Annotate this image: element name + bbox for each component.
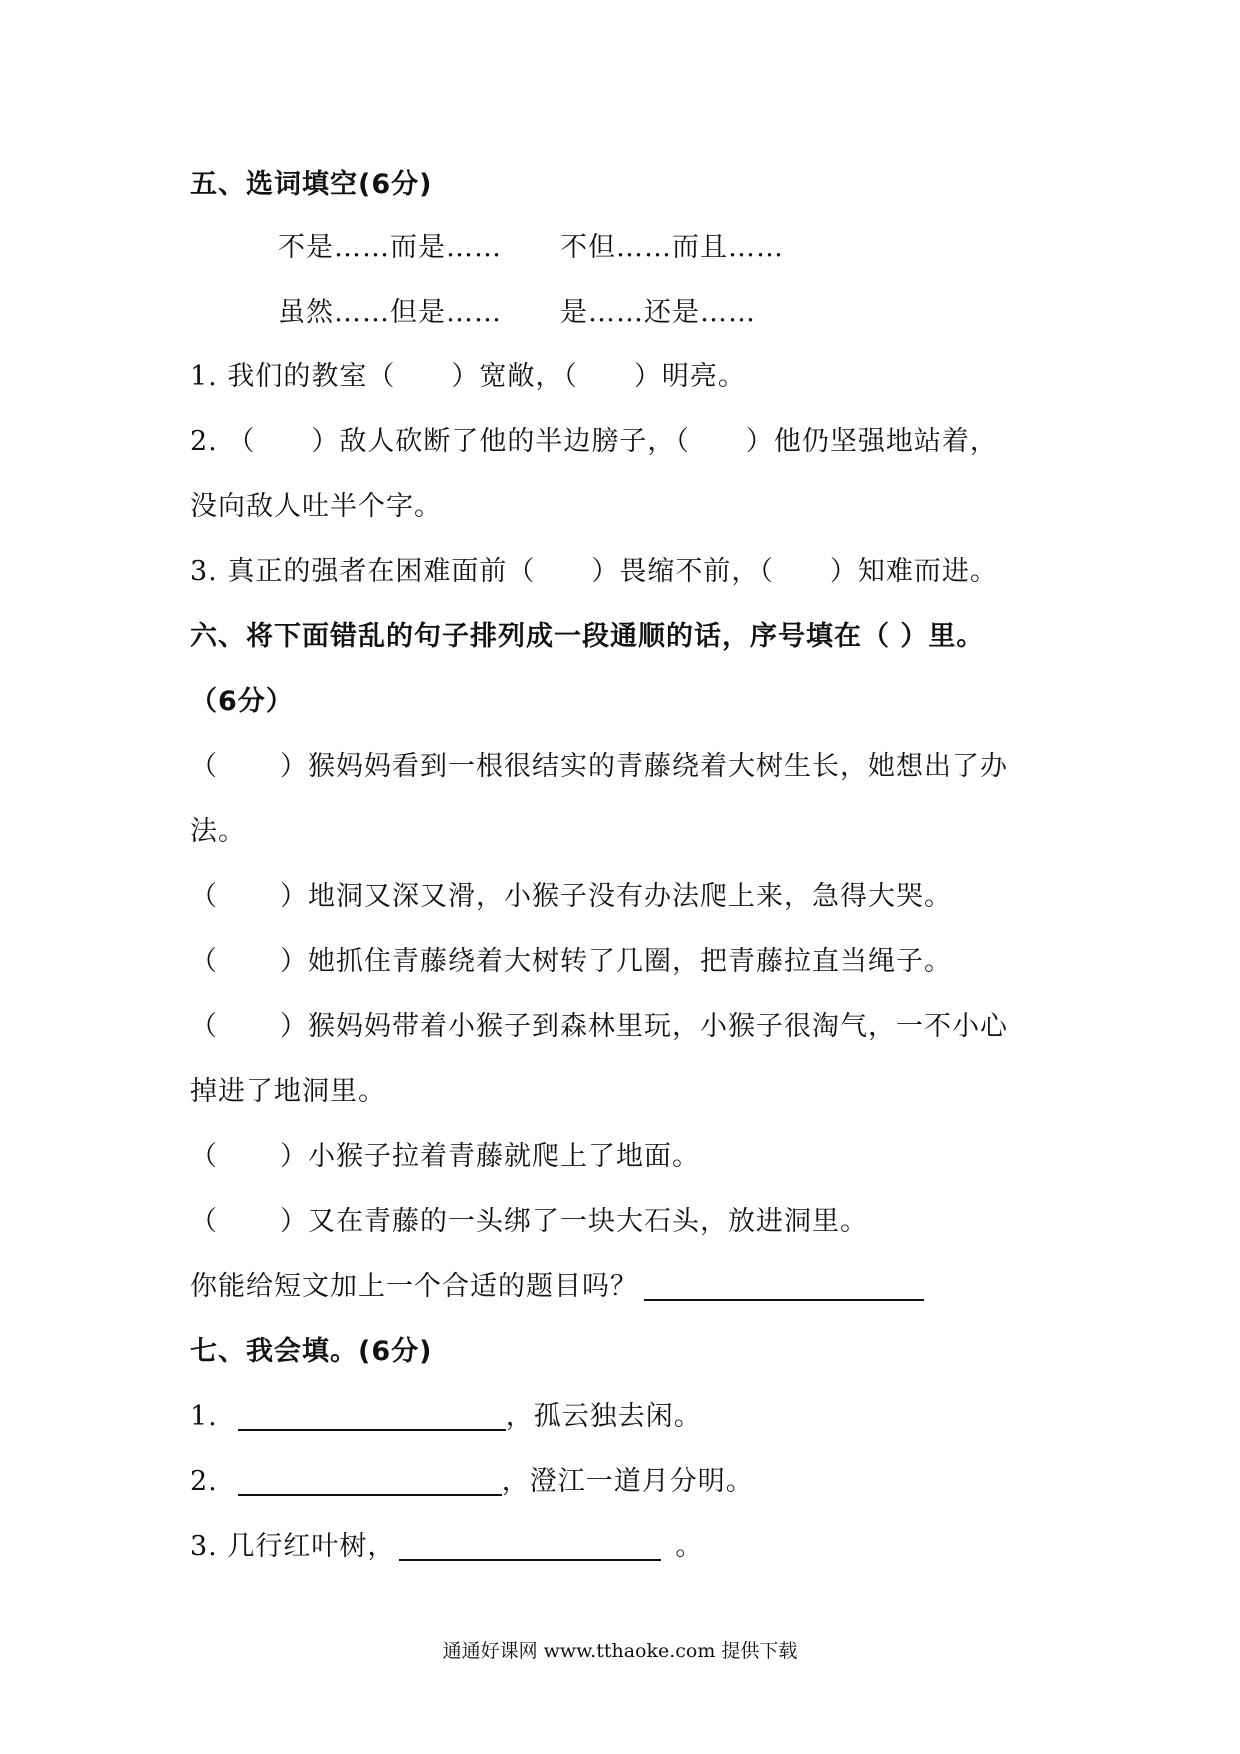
question-number: 2. [190, 1466, 218, 1497]
sentence-5 [190, 1137, 700, 1177]
question-number: 1. [190, 1401, 218, 1432]
question-text: 1. 我们的教室（ [190, 361, 396, 392]
question-5-2 [190, 422, 998, 462]
question-text: ）明亮。 [633, 361, 746, 392]
paren-close: ） [280, 751, 308, 782]
paren-close: ） [280, 1011, 308, 1042]
word-options-row-1 [278, 228, 784, 268]
paren-close: ） [280, 946, 308, 977]
sentence-text: 她抓住青藤绕着大树转了几圈，把青藤拉直当绳子。 [308, 946, 952, 977]
question-text: 2. （ [190, 426, 256, 457]
paren-close: ） [280, 1141, 308, 1172]
poem-answer-line[interactable] [238, 1466, 502, 1496]
paren-close: ） [280, 881, 308, 912]
question-text: 你能给短文加上一个合适的题目吗？ [190, 1271, 638, 1302]
question-text: ）敌人砍断了他的半边膀子，（ [311, 426, 690, 457]
poem-text: 3. 几行红叶树， [190, 1531, 396, 1562]
section-5-heading: 五、选词填空(6分) [190, 169, 433, 200]
section-6-score: （6分） [190, 686, 294, 717]
section-6-heading: 六、将下面错乱的句子排列成一段通顺的话，序号填在（ ）里。 [190, 621, 985, 652]
paren-open: （ [190, 946, 218, 977]
question-text: ）宽敞，（ [451, 361, 578, 392]
sentence-2 [190, 877, 952, 917]
section-7-heading: 七、我会填。(6分) [190, 1336, 433, 1367]
poem-text: ，孤云独去闲。 [505, 1401, 702, 1432]
title-question [190, 1267, 924, 1307]
sentence-6 [190, 1202, 868, 1242]
sentence-4-cont: 掉进了地洞里。 [190, 1076, 386, 1107]
sentence-1-cont: 法。 [190, 816, 246, 847]
option-bushi-ershi: 不是……而是…… [278, 232, 502, 263]
poem-text: 。 [675, 1531, 704, 1562]
sentence-3 [190, 942, 952, 982]
question-text: ）他仍坚强地站着， [745, 426, 998, 457]
sentence-text: 地洞又深又滑，小猴子没有办法爬上来，急得大哭。 [308, 881, 952, 912]
word-options-row-2 [278, 293, 756, 333]
paren-open: （ [190, 751, 218, 782]
footer-source: 通通好课网 www.tthaoke.com 提供下载 [442, 1640, 798, 1662]
paren-open: （ [190, 1011, 218, 1042]
question-text: 3. 真正的强者在困难面前（ [190, 556, 536, 587]
option-shi-haishi: 是……还是…… [560, 297, 756, 328]
poem-answer-line[interactable] [399, 1531, 661, 1561]
paren-open: （ [190, 1206, 218, 1237]
poem-fill-3 [190, 1527, 703, 1567]
question-5-1 [190, 357, 746, 397]
sentence-text: 又在青藤的一头绑了一块大石头，放进洞里。 [308, 1206, 868, 1237]
paren-open: （ [190, 881, 218, 912]
sentence-text: 小猴子拉着青藤就爬上了地面。 [308, 1141, 700, 1172]
question-5-3 [190, 552, 998, 592]
question-text: ）知难而进。 [829, 556, 998, 587]
poem-text: ，澄江一道月分明。 [501, 1466, 754, 1497]
option-suiran-danshi: 虽然……但是…… [278, 297, 502, 328]
sentence-1 [190, 747, 1008, 787]
sentence-text: 猴妈妈看到一根很结实的青藤绕着大树生长，她想出了办 [308, 751, 1008, 782]
sentence-4 [190, 1007, 1008, 1047]
title-answer-line[interactable] [644, 1271, 924, 1301]
poem-fill-1 [190, 1397, 702, 1437]
question-5-2-cont: 没向敌人吐半个字。 [190, 491, 442, 522]
paren-close: ） [280, 1206, 308, 1237]
poem-fill-2 [190, 1462, 754, 1502]
option-budan-erqie: 不但……而且…… [560, 232, 784, 263]
question-text: ）畏缩不前，（ [591, 556, 774, 587]
paren-open: （ [190, 1141, 218, 1172]
poem-answer-line[interactable] [238, 1401, 506, 1431]
sentence-text: 猴妈妈带着小猴子到森林里玩，小猴子很淘气，一不小心 [308, 1011, 1008, 1042]
